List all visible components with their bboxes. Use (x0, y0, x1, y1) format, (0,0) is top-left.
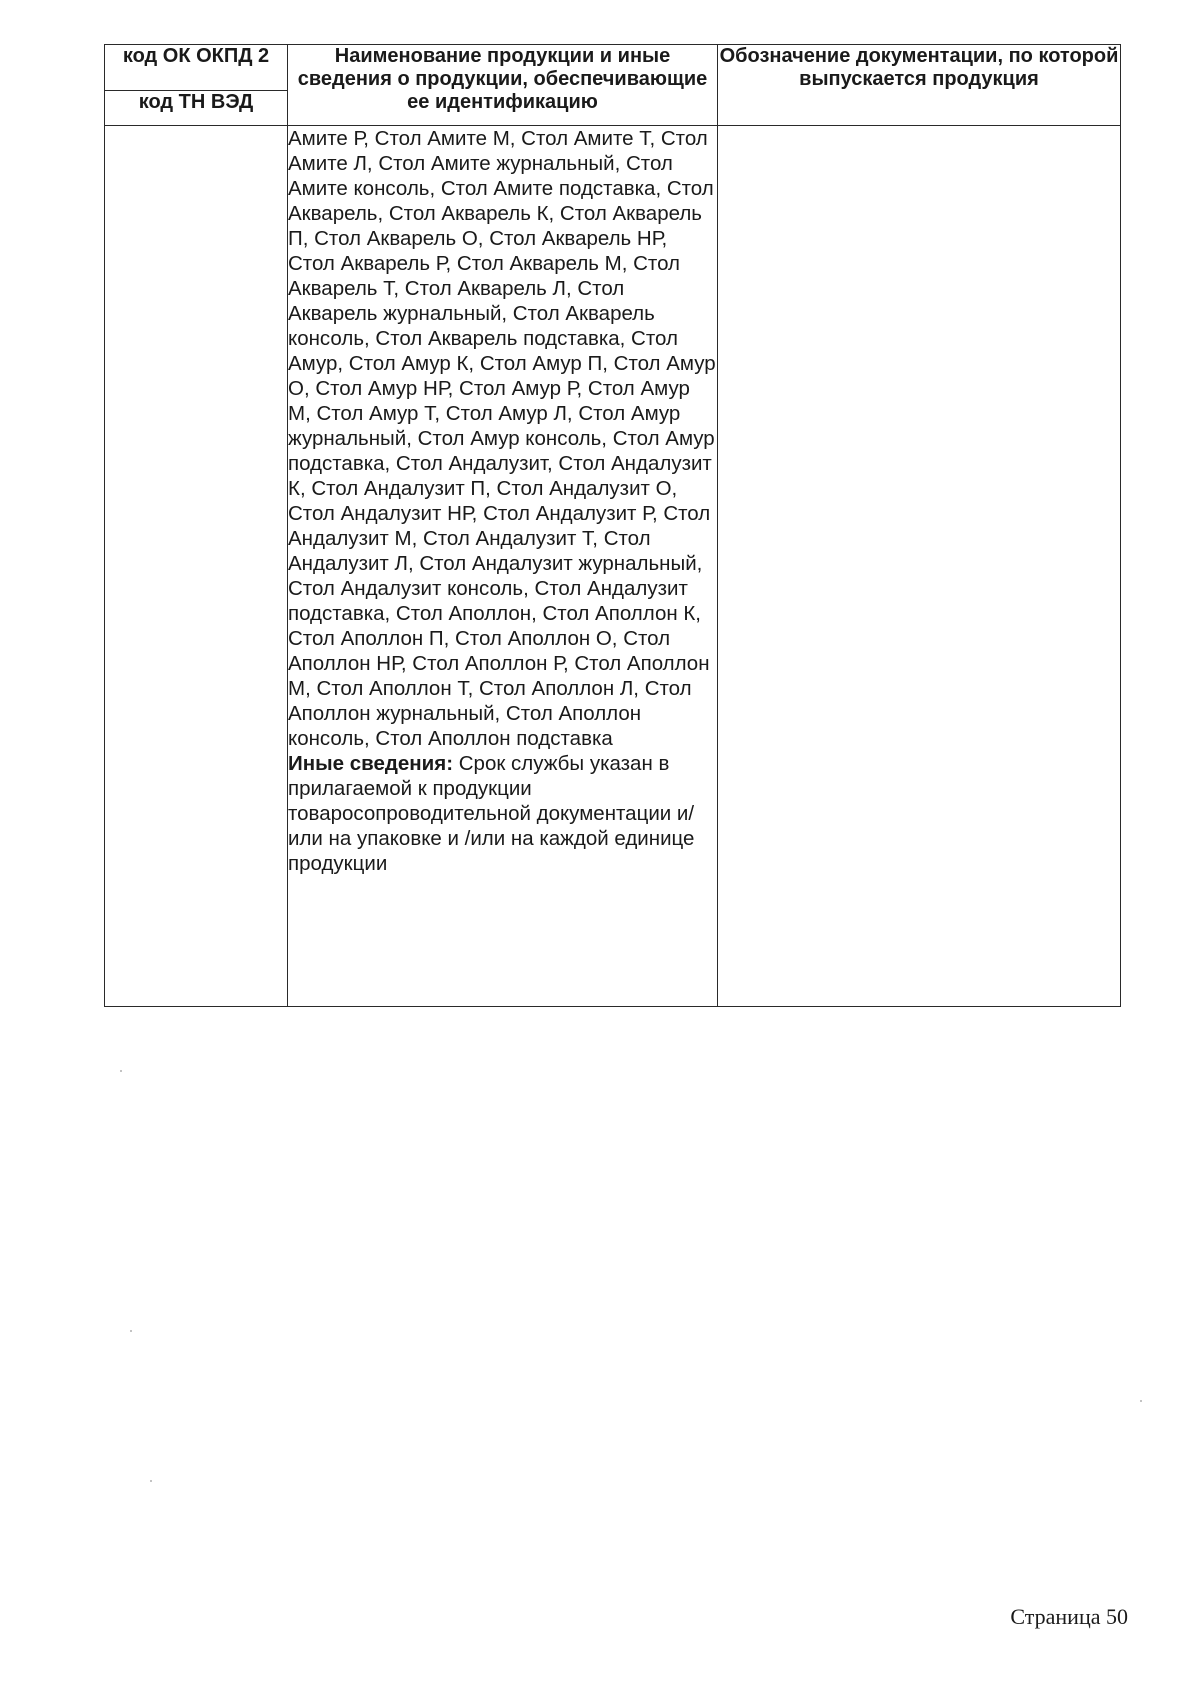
header-product-name: Наименование продукции и иные сведения о продукции, обеспечивающие ее идентификацию (288, 45, 718, 126)
scan-speck (1140, 1400, 1142, 1402)
product-list-text: Амите Р, Стол Амите М, Стол Амите Т, Стол Амите Л, Стол Амите журнальный, Стол Амите консоль, Стол Амите подставка, Стол Акварель, Стол Акварель К, Стол Акварель П, Стол Акварель О, Стол Акварель НР, Стол Акварель Р, Стол Акварель М, Стол Акварель Т, Стол Акварель Л, Стол Акварель журнальный, Стол Акварель консоль, Стол Акварель подставка, Стол Амур, Стол Амур К, Стол Амур П, Стол Амур О, Стол Амур НР, Стол Амур Р, Стол Амур М, Стол Амур Т, Стол Амур Л, Стол Амур журнальный, Стол Амур консоль, Стол Амур подставка, Стол Андалузит, Стол Андалузит К, Стол Андалузит П, Стол Андалузит О, Стол Андалузит НР, Стол Андалузит Р, Стол Андалузит М, Стол Андалузит Т, Стол Андалузит Л, Стол Андалузит журнальный, Стол Андалузит консоль, Стол Андалузит подставка, Стол Аполлон, Стол Аполлон К, Стол Аполлон П, Стол Аполлон О, Стол Аполлон НР, Стол Аполлон Р, Стол Аполлон М, Стол Аполлон Т, Стол Аполлон Л, Стол Аполлон журнальный, Стол Аполлон консоль, Стол Аполлон подставка (288, 127, 716, 750)
header-code-tnved: код ТН ВЭД (105, 91, 288, 126)
header-code-okpd: код ОК ОКПД 2 (105, 45, 288, 91)
other-info-text: Срок службы указан в прилагаемой к продукции товаросопроводительной документации и/или на упаковке и /или на каждой единице продукции (288, 752, 695, 875)
table-row (105, 126, 1121, 1007)
code-cell (105, 126, 288, 1007)
header-documentation: Обозначение документации, по которой выпускается продукция (718, 45, 1121, 126)
other-info-label: Иные сведения: (288, 752, 454, 775)
scan-speck (130, 1330, 132, 1332)
documentation-cell (718, 126, 1121, 1007)
product-description-cell (288, 126, 718, 1007)
page-number: Страница 50 (1010, 1604, 1128, 1629)
scan-speck (150, 1480, 152, 1482)
scan-speck (120, 1070, 122, 1072)
product-table (104, 44, 1121, 1007)
